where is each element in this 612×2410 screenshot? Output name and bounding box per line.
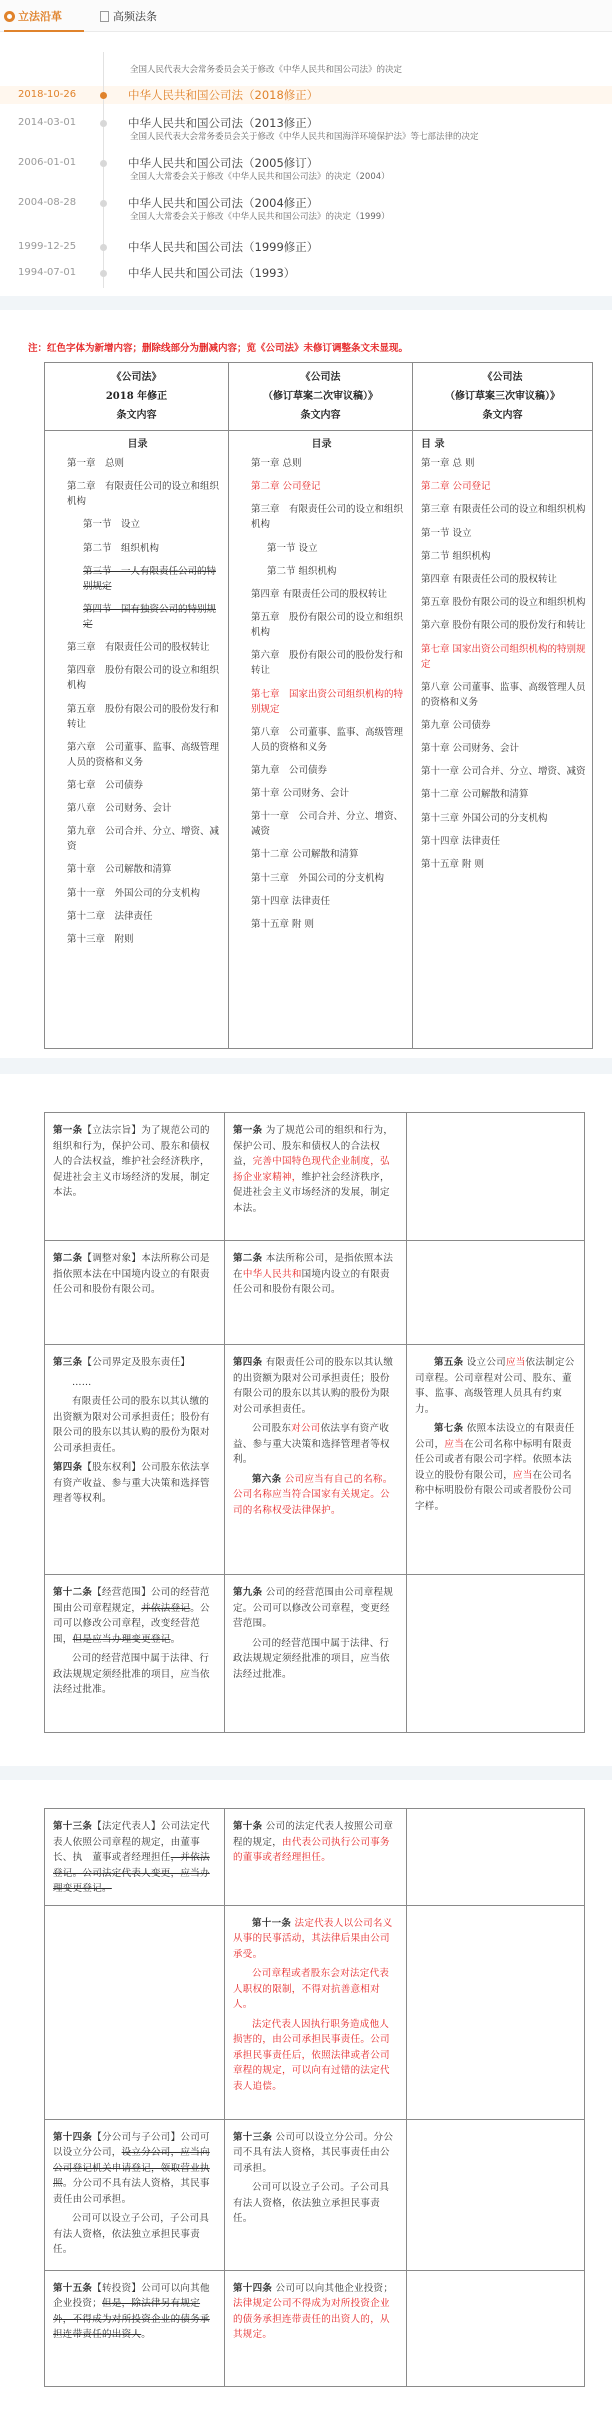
article-cell: 第十四条【分公司与子公司】公司可以设立分公司，设立分公司，应当向公司登记机关申请登记，领取营业执照。分公司不具有法人资格，其民事责任由公司承担。 公司可以设立子公司，子公司具有法人资格，依法独立承担民事责任。 <box>45 2119 225 2270</box>
article-cell: 第五条 设立公司应当依法制定公司章程。公司章程对公司、股东、董事、监事、高级管理人员具有约束力。 第七条 依照本法设立的有限责任公司，应当在公司名称中标明有限责任公司或者有限公司字样。依照本法设立的股份有限公司，应当在公司名称中标明股份有限公司或者股份公司字样。 <box>407 1345 585 1575</box>
timeline-date: 1994-07-01 <box>18 267 77 278</box>
table-row <box>45 1809 585 1906</box>
timeline-sub[interactable]: 全国人大常委会关于修改《中华人民共和国公司法》的决定（1999） <box>130 212 390 222</box>
table-row <box>45 1113 585 1241</box>
timeline-title[interactable]: 中华人民共和国公司法（1999修正） <box>128 240 319 254</box>
timeline-date: 2004-08-28 <box>18 197 77 208</box>
table-header-row <box>45 363 593 431</box>
article-cell: 第十三条【法定代表人】公司法定代表人依照公司章程的规定，由董事长、执 董事或者经理担任，并依法登记。公司法定代表人变更，应当办理变更登记。 <box>45 1809 225 1906</box>
timeline-title[interactable]: 中华人民共和国公司法（2004修正） <box>128 196 319 210</box>
article-cell-empty <box>407 1809 585 1906</box>
table-row <box>45 2270 585 2386</box>
timeline-axis <box>103 52 104 288</box>
legend-notice: 注：红色字体为新增内容；删除线部分为删减内容；览《公司法》未修订调整条文未显现。 <box>28 343 409 354</box>
table-row <box>45 1345 585 1575</box>
tab-legislative-history[interactable] <box>4 8 62 26</box>
articles-table-2 <box>44 1808 585 2387</box>
articles-table-1 <box>44 1112 585 1733</box>
toc-col-draft3: 目 录 第一章 总 则 第二章 公司登记 第三章 有限责任公司的设立和组织机构 第一节 设立 第二节 组织机构 第四章 有限责任公司的股权转让 第五章 股份有限公司的设立和组织机构 第六章 股份有限公司的股份发行和转让 第七章 国家出资公司组织机构的特别规定 第八章 公司董事、监事、高级管理人员的资格和义务 第九章 公司债券 第十章 公司财务、会计 第十一章 公司合并、分立、增资、减资 第十二章 公司解散和清算 第十三章 外国公司的分支机构 第十四章 法律责任 第十五章 附 则 <box>413 431 593 1049</box>
timeline-date: 2018-10-26 <box>18 89 77 100</box>
toc-col-2018: 目录 第一章 总则 第二章 有限责任公司的设立和组织机构 第一节 设立 第二节 组织机构 第三节 一人有限责任公司的特别规定 第四节 国有独资公司的特别规定 第三章 有限责任公司的股权转让 第四章 股份有限公司的设立和组织机构 第五章 股份有限公司的股份发行和转让 第六章 公司董事、监事、高级管理人员的资格和义务 第七章 公司债券 第八章 公司财务、会计 第九章 公司合并、分立、增资、减资 第十章 公司解散和清算 第十一章 外国公司的分支机构 第十二章 法律责任 第十三章 附则 <box>45 431 229 1049</box>
toc-comparison-table <box>44 362 593 1049</box>
timeline-title[interactable]: 中华人民共和国公司法（1993） <box>128 266 296 280</box>
header-cell: 《公司法 （修订草案二次审议稿）》 条文内容 <box>229 363 413 431</box>
timeline-date: 1999-12-25 <box>18 241 77 252</box>
article-cell-empty <box>407 1575 585 1733</box>
article-cell: 第一条【立法宗旨】为了规范公司的组织和行为，保护公司、股东和债权人的合法权益，维护社会经济秩序，促进社会主义市场经济的发展，制定本法。 <box>45 1113 225 1241</box>
toc-col-draft2: 目录 第一章 总则 第二章 公司登记 第三章 有限责任公司的设立和组织机构 第一节 设立 第二节 组织机构 第四章 有限责任公司的股权转让 第五章 股份有限公司的设立和组织机构 第六章 股份有限公司的股份发行和转让 第七章 国家出资公司组织机构的特别规定 第八章 公司董事、监事、高级管理人员的资格和义务 第九章 公司债券 第十章 公司财务、会计 第十一章 公司合并、分立、增资、减资 第十二章 公司解散和清算 第十三章 外国公司的分支机构 第十四章 法律责任 第十五章 附 则 <box>229 431 413 1049</box>
timeline-title[interactable]: 中华人民共和国公司法（2005修订） <box>128 156 319 170</box>
article-cell: 第十二条【经营范围】公司的经营范围由公司章程规定，并依法登记。公司可以修改公司章程，改变经营范围，但是应当办理变更登记。 公司的经营范围中属于法律、行政法规规定须经批准的项目，应当依法经过批准。 <box>45 1575 225 1733</box>
timeline-sub[interactable]: 全国人大常委会关于修改《中华人民共和国公司法》的决定（2004） <box>130 172 390 182</box>
tab-label: 立法沿革 <box>18 10 62 23</box>
timeline-dot <box>100 120 107 127</box>
toc-row <box>45 431 593 1049</box>
timeline-sub[interactable]: 全国人民代表大会常务委员会关于修改《中华人民共和国公司法》的决定 <box>130 65 403 75</box>
article-cell-empty <box>407 1905 585 2119</box>
timeline-date: 2006-01-01 <box>18 157 77 168</box>
article-cell: 第九条 公司的经营范围由公司章程规定。公司可以修改公司章程，变更经营范围。 公司的经营范围中属于法律、行政法规规定须经批准的项目，应当依法经过批准。 <box>225 1575 407 1733</box>
tab-frequent-articles[interactable] <box>100 8 157 26</box>
section-divider <box>0 1766 612 1780</box>
timeline-dot <box>100 92 107 99</box>
timeline-dot <box>100 200 107 207</box>
table-row <box>45 2119 585 2270</box>
article-cell-empty <box>407 2270 585 2386</box>
article-cell: 第十四条 公司可以向其他企业投资；法律规定公司不得成为对所投资企业的债务承担连带责任的出资人的，从其规定。 <box>225 2270 407 2386</box>
article-cell: 第一条 为了规范公司的组织和行为，保护公司、股东和债权人的合法权益，完善中国特色现代企业制度，弘扬企业家精神，维护社会经济秩序，促进社会主义市场经济的发展，制定本法。 <box>225 1113 407 1241</box>
history-icon <box>4 11 15 22</box>
table-row <box>45 1241 585 1345</box>
timeline-date: 2014-03-01 <box>18 117 77 128</box>
table-row <box>45 1905 585 2119</box>
article-cell-empty <box>407 1113 585 1241</box>
tab-bar <box>0 0 612 32</box>
article-cell-empty <box>407 2119 585 2270</box>
article-cell: 第二条 本法所称公司，是指依照本法在中华人民共和国境内设立的有限责任公司和股份有限公司。 <box>225 1241 407 1345</box>
tab-label: 高频法条 <box>113 10 157 23</box>
section-divider <box>0 1058 612 1074</box>
legislative-timeline <box>0 52 612 288</box>
article-cell: 第十条 公司的法定代表人按照公司章程的规定，由代表公司执行公司事务的董事或者经理担任。 <box>225 1809 407 1906</box>
article-cell: 第十一条 法定代表人以公司名义从事的民事活动，其法律后果由公司承受。 公司章程或者股东会对法定代表人职权的限制，不得对抗善意相对人。 法定代表人因执行职务造成他人损害的，由公司承担民事责任。公司承担民事责任后，依照法律或者公司章程的规定，可以向有过错的法定代表人追偿。 <box>225 1905 407 2119</box>
article-cell-empty <box>407 1241 585 1345</box>
timeline-dot <box>100 244 107 251</box>
table-row <box>45 1575 585 1733</box>
article-cell-empty <box>45 1905 225 2119</box>
article-cell: 第三条【公司界定及股东责任】 …… 有限责任公司的股东以其认缴的出资额为限对公司承担责任；股份有限公司的股东以其认购的股份为限对公司承担责任。 第四条【股东权利】公司股东依法享有资产收益、参与重大决策和选择管理者等权利。 <box>45 1345 225 1575</box>
timeline-title[interactable]: 中华人民共和国公司法（2018修正） <box>128 88 319 102</box>
timeline-title[interactable]: 中华人民共和国公司法（2013修正） <box>128 116 319 130</box>
article-cell: 第四条 有限责任公司的股东以其认缴的出资额为限对公司承担责任；股份有限公司的股东以其认购的股份为限对公司承担责任。 公司股东对公司依法享有资产收益、参与重大决策和选择管理者等权利。 第六条 公司应当有自己的名称。公司名称应当符合国家有关规定。公司的名称权受法律保护。 <box>225 1345 407 1575</box>
article-cell: 第十五条【转投资】公司可以向其他企业投资；但是，除法律另有规定外，不得成为对所投资企业的债务承担连带责任的出资人。 <box>45 2270 225 2386</box>
document-icon <box>100 11 109 22</box>
timeline-dot <box>100 270 107 277</box>
header-cell: 《公司法》 2018 年修正 条文内容 <box>45 363 229 431</box>
section-divider <box>0 296 612 310</box>
timeline-dot <box>100 160 107 167</box>
article-cell: 第二条【调整对象】本法所称公司是指依照本法在中国境内设立的有限责任公司和股份有限公司。 <box>45 1241 225 1345</box>
timeline-sub[interactable]: 全国人民代表大会常务委员会关于修改《中华人民共和国海洋环境保护法》等七部法律的决定 <box>130 132 479 142</box>
header-cell: 《公司法 （修订草案三次审议稿）》 条文内容 <box>413 363 593 431</box>
active-tab-indicator <box>4 30 84 32</box>
article-cell: 第十三条 公司可以设立分公司。分公司不具有法人资格，其民事责任由公司承担。 公司可以设立子公司。子公司具有法人资格，依法独立承担民事责任。 <box>225 2119 407 2270</box>
